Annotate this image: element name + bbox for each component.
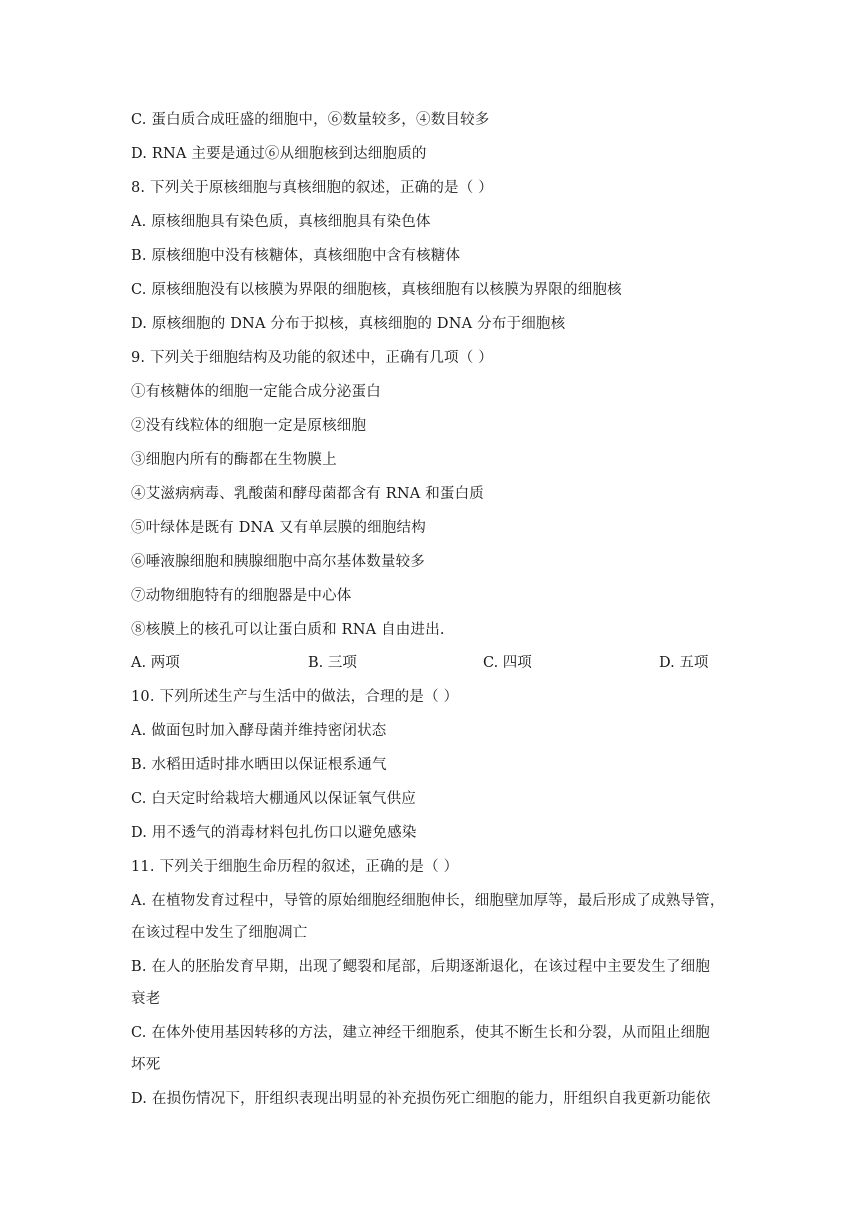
q11-option-d-line1: D. 在损伤情况下，肝组织表现出明显的补充损伤死亡细胞的能力，肝组织自我更新功能依 bbox=[131, 1091, 711, 1107]
q7-option-c: C. 蛋白质合成旺盛的细胞中，⑥数量较多，④数目较多 bbox=[131, 112, 490, 128]
q11-option-b-line1: B. 在人的胚胎发育早期，出现了鳃裂和尾部，后期逐渐退化，在该过程中主要发生了细胞 bbox=[131, 959, 711, 975]
q9-option-a: A. 两项 bbox=[131, 655, 180, 671]
q9-statement-5: ⑤叶绿体是既有 DNA 又有单层膜的细胞结构 bbox=[131, 520, 426, 536]
q10-stem: 10. 下列所述生产与生活中的做法，合理的是（ ） bbox=[131, 689, 459, 705]
q9-option-c: C. 四项 bbox=[483, 655, 532, 671]
q8-option-d: D. 原核细胞的 DNA 分布于拟核，真核细胞的 DNA 分布于细胞核 bbox=[131, 316, 566, 332]
q9-statement-7: ⑦动物细胞特有的细胞器是中心体 bbox=[131, 588, 352, 604]
q9-statement-8: ⑧核膜上的核孔可以让蛋白质和 RNA 自由进出. bbox=[131, 622, 445, 638]
q11-option-c-line1: C. 在体外使用基因转移的方法，建立神经干细胞系，使其不断生长和分裂，从而阻止细胞 bbox=[131, 1025, 710, 1041]
q11-stem: 11. 下列关于细胞生命历程的叙述，正确的是（ ） bbox=[131, 859, 459, 875]
q8-option-b: B. 原核细胞中没有核糖体，真核细胞中含有核糖体 bbox=[131, 248, 461, 264]
q11-option-b-line2: 衰老 bbox=[131, 991, 161, 1007]
q9-statement-6: ⑥唾液腺细胞和胰腺细胞中高尔基体数量较多 bbox=[131, 554, 425, 570]
q9-option-b: B. 三项 bbox=[308, 655, 357, 671]
q9-stem: 9. 下列关于细胞结构及功能的叙述中，正确有几项（ ） bbox=[131, 350, 493, 366]
q11-option-c-line2: 坏死 bbox=[131, 1057, 161, 1073]
q10-option-b: B. 水稻田适时排水晒田以保证根系通气 bbox=[131, 757, 387, 773]
q8-option-c: C. 原核细胞没有以核膜为界限的细胞核，真核细胞有以核膜为界限的细胞核 bbox=[131, 282, 622, 298]
q9-statement-2: ②没有线粒体的细胞一定是原核细胞 bbox=[131, 418, 367, 434]
q10-option-a: A. 做面包时加入酵母菌并维持密闭状态 bbox=[131, 723, 387, 739]
q11-option-a-line1: A. 在植物发育过程中，导管的原始细胞经细胞伸长，细胞壁加厚等，最后形成了成熟导管， bbox=[131, 893, 725, 909]
q9-option-d: D. 五项 bbox=[659, 655, 709, 671]
q11-option-a-line2: 在该过程中发生了细胞凋亡 bbox=[131, 925, 308, 941]
q8-option-a: A. 原核细胞具有染色质，真核细胞具有染色体 bbox=[131, 214, 431, 230]
q8-stem: 8. 下列关于原核细胞与真核细胞的叙述，正确的是（ ） bbox=[131, 180, 493, 196]
q9-statement-4: ④艾滋病病毒、乳酸菌和酵母菌都含有 RNA 和蛋白质 bbox=[131, 486, 484, 502]
q10-option-d: D. 用不透气的消毒材料包扎伤口以避免感染 bbox=[131, 825, 417, 841]
q9-statement-1: ①有核糖体的细胞一定能合成分泌蛋白 bbox=[131, 384, 381, 400]
q10-option-c: C. 白天定时给栽培大棚通风以保证氧气供应 bbox=[131, 791, 416, 807]
q9-statement-3: ③细胞内所有的酶都在生物膜上 bbox=[131, 452, 337, 468]
q7-option-d: D. RNA 主要是通过⑥从细胞核到达细胞质的 bbox=[131, 146, 427, 162]
